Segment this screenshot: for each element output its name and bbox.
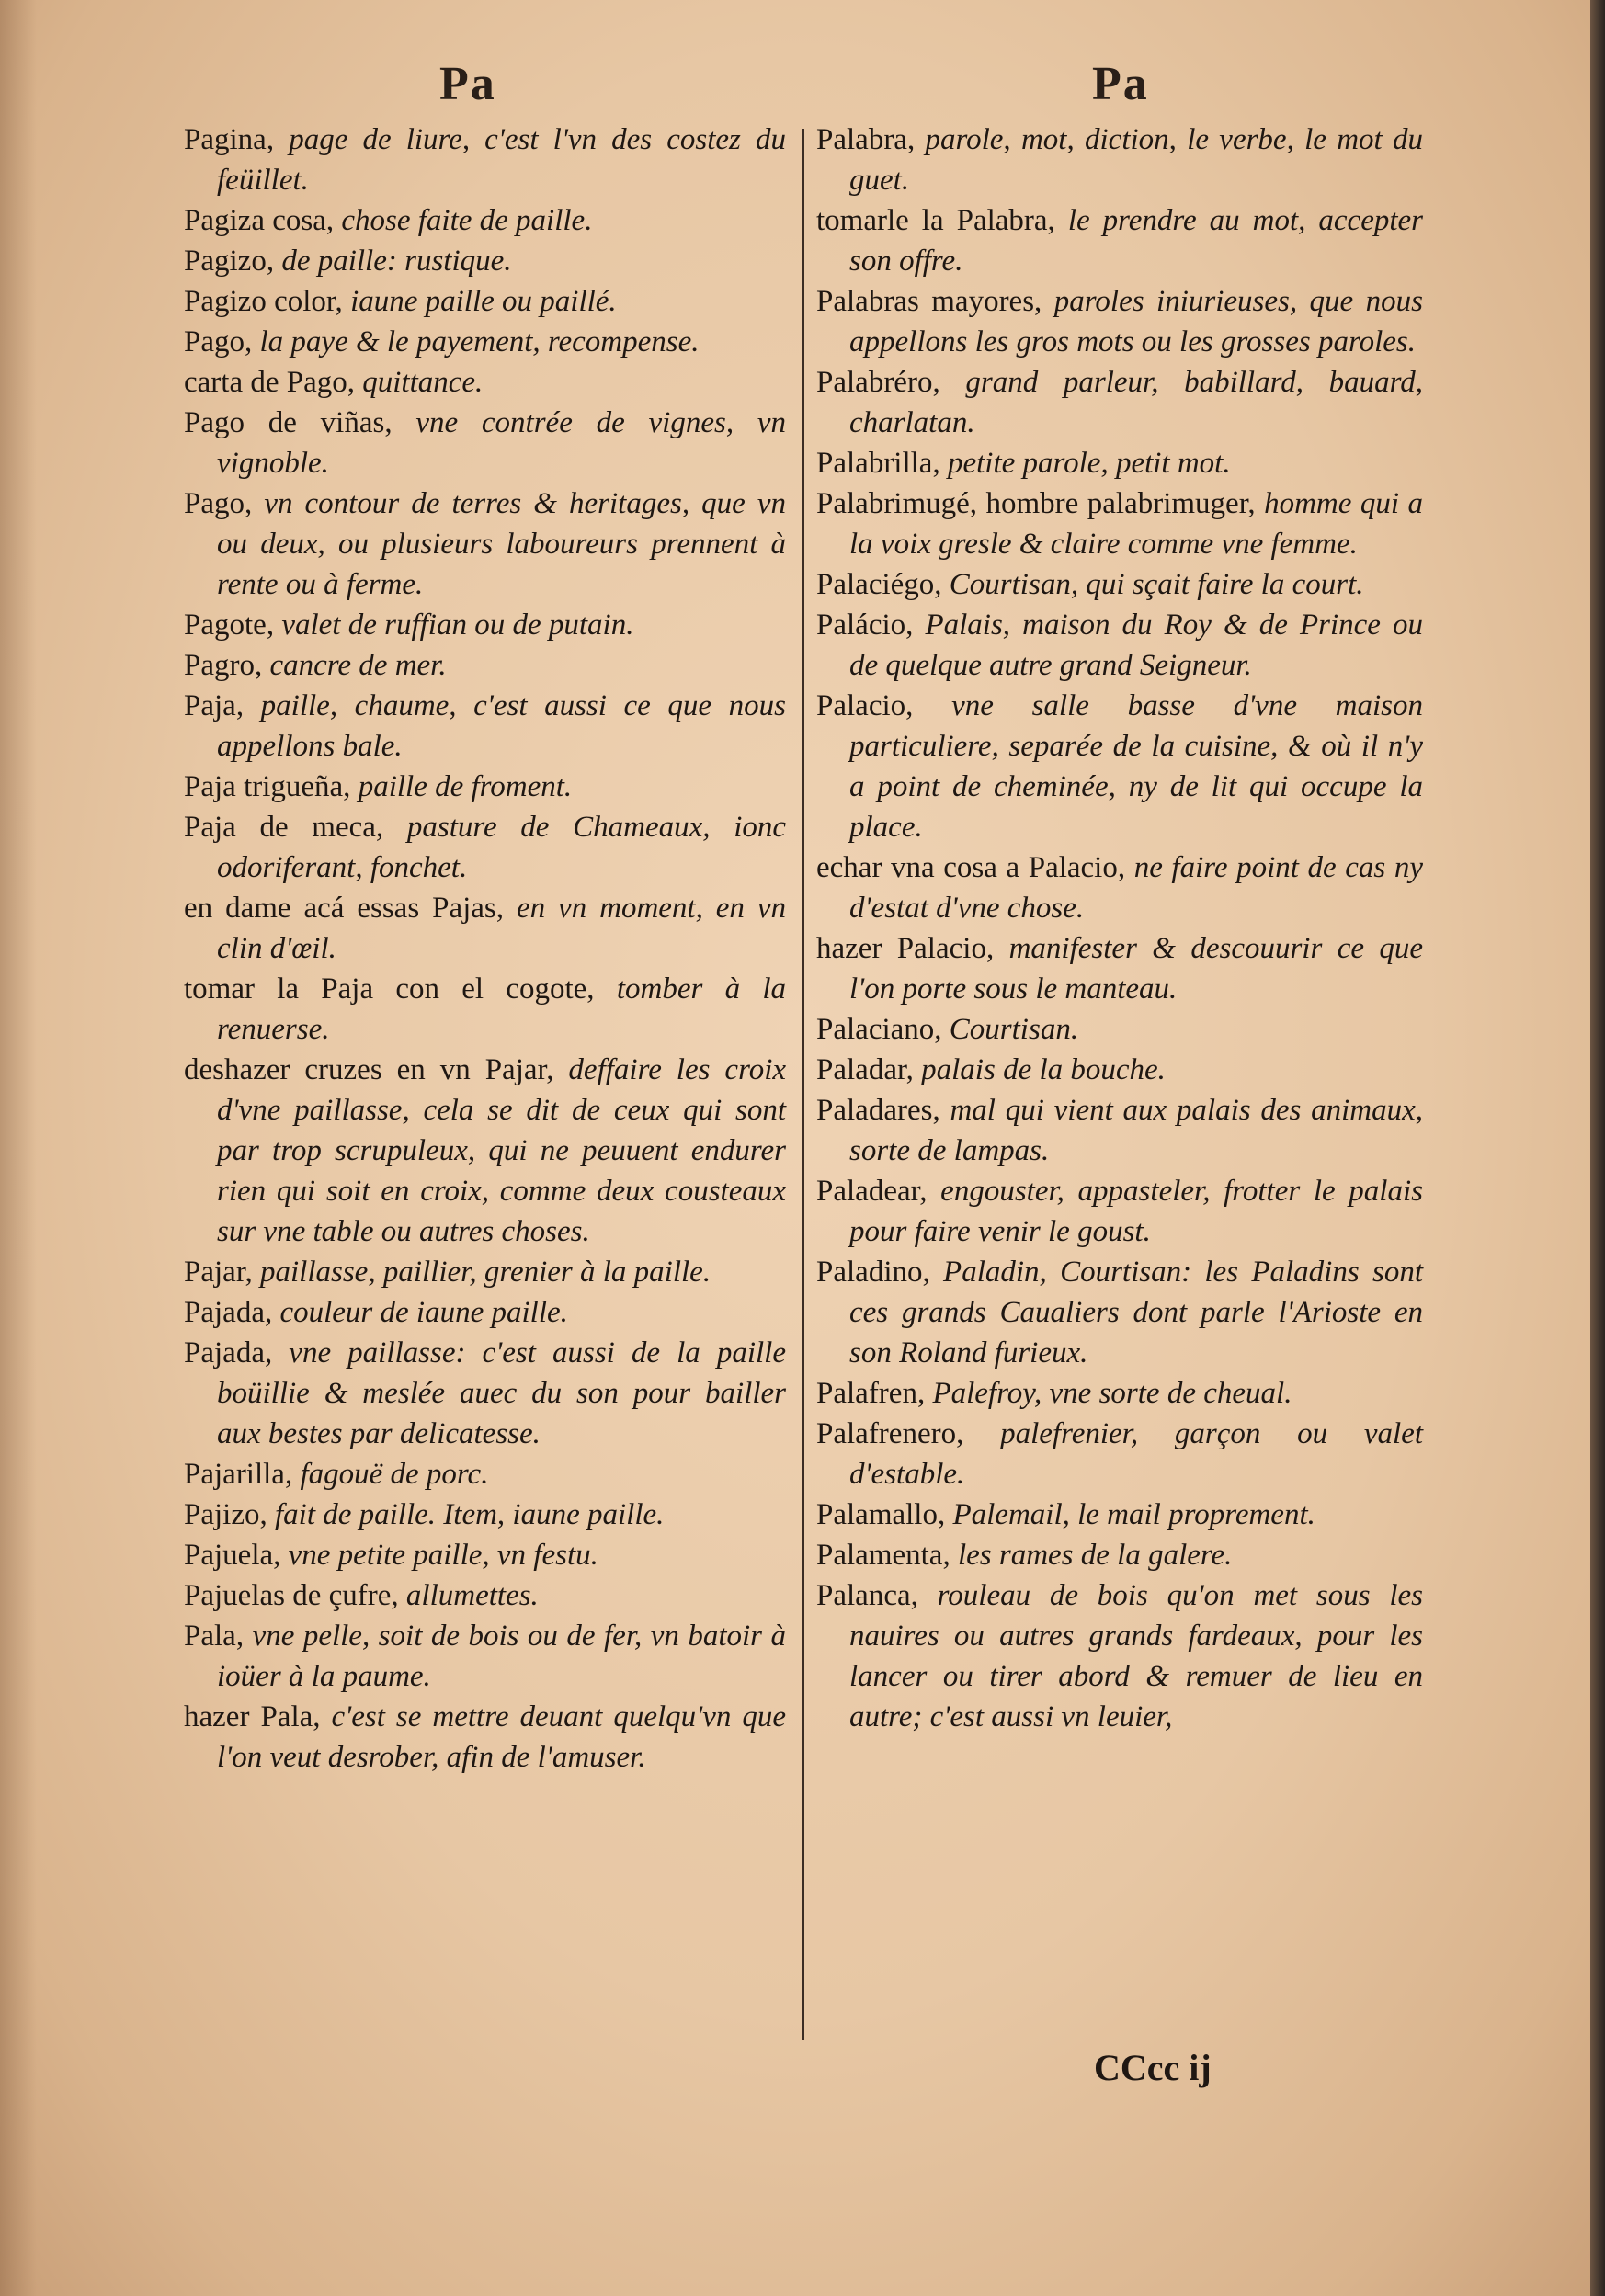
entry-definition: paille, chaume, c'est aussi ce que nous appellons bale.: [217, 689, 786, 763]
dictionary-entry: [184, 1050, 786, 1252]
entry-definition: deffaire les croix d'vne paillasse, cela se dit de ceux qui sont par trop scrupuleux, qui ne peuuent endurer rien qui soit en croix, comme deux cousteaux sur vne table ou autres choses.: [217, 1053, 787, 1248]
entry-headword: Pagizo color,: [184, 285, 343, 318]
dictionary-entry: [816, 119, 1423, 200]
entry-definition: de paille: rustique.: [281, 244, 512, 278]
dictionary-entry: [816, 483, 1423, 564]
dictionary-entry: [816, 362, 1423, 443]
dictionary-entry: [184, 888, 786, 969]
running-head-right: Pa: [1092, 58, 1149, 110]
dictionary-entry: [184, 483, 786, 605]
entry-headword: Pagro,: [184, 649, 263, 682]
entry-definition: Palemail, le mail proprement.: [952, 1498, 1315, 1531]
entry-headword: Pagiza cosa,: [184, 204, 335, 237]
entry-headword: Pago,: [184, 487, 253, 520]
dictionary-entry: [816, 1009, 1423, 1050]
left-column: [184, 119, 786, 1778]
dictionary-entry: [816, 1535, 1423, 1575]
entry-definition: ne faire point de cas ny d'estat d'vne chose.: [849, 851, 1423, 925]
dictionary-entry: [816, 1414, 1423, 1495]
entry-headword: Pajizo,: [184, 1498, 268, 1531]
entry-headword: Pagote,: [184, 608, 275, 642]
entry-headword: Pala,: [184, 1620, 245, 1653]
entry-headword: Pago de viñas,: [184, 406, 393, 439]
dictionary-entry: [184, 767, 786, 807]
entry-definition: rouleau de bois qu'on met sous les nauires ou autres grands fardeaux, pour les lancer ou tirer abord & remuer de lieu en autre; c'est aussi vn leuier,: [849, 1579, 1424, 1733]
entry-definition: page de liure, c'est l'vn des costez du feüillet.: [217, 123, 786, 197]
entry-definition: parole, mot, diction, le verbe, le mot du guet.: [849, 123, 1424, 197]
dictionary-entry: [816, 686, 1423, 847]
entry-definition: vne contrée de vignes, vn vignoble.: [217, 406, 786, 480]
dictionary-entry: [184, 200, 786, 241]
dictionary-entry: [184, 1292, 786, 1333]
entry-definition: Courtisan, qui sçait faire la court.: [949, 568, 1364, 601]
entry-headword: Paladear,: [816, 1175, 928, 1208]
entry-headword: Paja trigueña,: [184, 770, 351, 803]
dictionary-entry: [184, 403, 786, 483]
dictionary-entry: [184, 362, 786, 403]
entry-definition: les rames de la galere.: [957, 1539, 1233, 1572]
dictionary-entry: [184, 686, 786, 767]
entry-definition: vne pelle, soit de bois ou de fer, vn batoir à ioüer à la paume.: [217, 1620, 786, 1693]
entry-definition: vne petite paille, vn festu.: [288, 1539, 598, 1572]
dictionary-entry: [816, 605, 1423, 686]
entry-headword: Palaciégo,: [816, 568, 942, 601]
dictionary-entry: [816, 1373, 1423, 1414]
entry-headword: Palaciano,: [816, 1013, 942, 1046]
entry-headword: Paladar,: [816, 1053, 914, 1086]
entry-definition: en vn moment, en vn clin d'œil.: [217, 892, 786, 965]
dictionary-entry: [184, 645, 786, 686]
entry-headword: Palabrimugé, hombre palabrimuger,: [816, 487, 1256, 520]
right-column: [816, 119, 1423, 1737]
dictionary-entry: [184, 119, 786, 200]
dictionary-entry: [184, 1333, 786, 1454]
dictionary-entry: [184, 1616, 786, 1697]
entry-definition: fait de paille. Item, iaune paille.: [274, 1498, 665, 1531]
dictionary-entry: [816, 200, 1423, 281]
entry-definition: vne paillasse: c'est aussi de la paille boüillie & meslée auec du son pour bailler aux bestes par delicatesse.: [217, 1336, 787, 1450]
dictionary-entry: [184, 1535, 786, 1575]
entry-definition: grand parleur, babillard, bauard, charlatan.: [849, 366, 1423, 439]
entry-headword: Paladino,: [816, 1256, 930, 1289]
entry-headword: Palacio,: [816, 689, 914, 722]
entry-headword: tomarle la Palabra,: [816, 204, 1055, 237]
entry-headword: hazer Palacio,: [816, 932, 995, 965]
entry-headword: Pago,: [184, 325, 253, 358]
dictionary-entry: [816, 1090, 1423, 1171]
entry-definition: valet de ruffian ou de putain.: [281, 608, 634, 642]
entry-definition: paille de froment.: [358, 770, 573, 803]
entry-definition: Palais, maison du Roy & de Prince ou de quelque autre grand Seigneur.: [849, 608, 1423, 682]
entry-headword: Palácio,: [816, 608, 914, 642]
dictionary-entry: [184, 1252, 786, 1292]
entry-definition: fagouë de porc.: [300, 1458, 489, 1491]
entry-definition: palais de la bouche.: [921, 1053, 1166, 1086]
entry-headword: carta de Pago,: [184, 366, 355, 399]
entry-headword: Palamallo,: [816, 1498, 946, 1531]
page-gutter-shadow: [0, 0, 37, 2296]
entry-headword: Palafren,: [816, 1377, 926, 1410]
dictionary-entry: [184, 969, 786, 1050]
entry-definition: chose faite de paille.: [341, 204, 593, 237]
page-edge: [1590, 0, 1605, 2296]
entry-headword: Palabréro,: [816, 366, 940, 399]
entry-headword: Palamenta,: [816, 1539, 950, 1572]
entry-headword: deshazer cruzes en vn Pajar,: [184, 1053, 554, 1086]
dictionary-entry: [816, 1575, 1423, 1737]
entry-headword: Pajuelas de çufre,: [184, 1579, 399, 1612]
entry-headword: Pajuela,: [184, 1539, 281, 1572]
entry-definition: cancre de mer.: [269, 649, 447, 682]
dictionary-entry: [184, 322, 786, 362]
entry-definition: pasture de Chameaux, ionc odoriferant, fonchet.: [217, 811, 787, 884]
dictionary-entry: [184, 1454, 786, 1495]
entry-definition: mal qui vient aux palais des animaux, sorte de lampas.: [849, 1094, 1424, 1167]
entry-definition: couleur de iaune paille.: [279, 1296, 568, 1329]
dictionary-entry: [184, 1495, 786, 1535]
entry-headword: Paja,: [184, 689, 245, 722]
page-signature: CCcc ij: [1094, 2047, 1212, 2088]
dictionary-entry: [184, 1697, 786, 1778]
dictionary-entry: [184, 281, 786, 322]
entry-headword: en dame acá essas Pajas,: [184, 892, 505, 925]
entry-definition: petite parole, petit mot.: [947, 447, 1231, 480]
dictionary-entry: [816, 564, 1423, 605]
dictionary-entry: [184, 605, 786, 645]
entry-headword: Pajarilla,: [184, 1458, 293, 1491]
entry-headword: Palabra,: [816, 123, 916, 156]
entry-definition: paroles iniurieuses, que nous appellons les gros mots ou les grosses paroles.: [849, 285, 1424, 358]
entry-definition: homme qui a la voix gresle & claire comme vne femme.: [849, 487, 1423, 561]
entry-headword: echar vna cosa a Palacio,: [816, 851, 1126, 884]
entry-headword: Palafrenero,: [816, 1417, 964, 1450]
dictionary-entry: [184, 241, 786, 281]
dictionary-entry: [816, 1171, 1423, 1252]
dictionary-entry: [816, 281, 1423, 362]
entry-headword: hazer Pala,: [184, 1700, 321, 1733]
entry-definition: la paye & le payement, recompense.: [259, 325, 700, 358]
entry-definition: iaune paille ou paillé.: [350, 285, 617, 318]
entry-headword: Pagina,: [184, 123, 275, 156]
entry-headword: Palanca,: [816, 1579, 918, 1612]
entry-definition: tomber à la renuerse.: [217, 972, 786, 1046]
entry-headword: Palabras mayores,: [816, 285, 1042, 318]
entry-definition: palefrenier, garçon ou valet d'estable.: [849, 1417, 1423, 1491]
entry-headword: Pagizo,: [184, 244, 275, 278]
entry-definition: vne salle basse d'vne maison particuliere, separée de la cuisine, & où il n'y a point de cheminée, ny de lit qui occupe la place.: [849, 689, 1424, 844]
entry-definition: c'est se mettre deuant quelqu'vn que l'on veut desrober, afin de l'amuser.: [217, 1700, 787, 1774]
dictionary-entry: [816, 1252, 1423, 1373]
entry-definition: quittance.: [362, 366, 484, 399]
dictionary-entry: [816, 1495, 1423, 1535]
entry-headword: Palabrilla,: [816, 447, 940, 480]
entry-definition: manifester & descouurir ce que l'on porte sous le manteau.: [849, 932, 1424, 1006]
entry-definition: le prendre au mot, accepter son offre.: [849, 204, 1423, 278]
entry-definition: Courtisan.: [949, 1013, 1079, 1046]
entry-definition: Palefroy, vne sorte de cheual.: [932, 1377, 1292, 1410]
entry-headword: Paja de meca,: [184, 811, 384, 844]
dictionary-entry: [816, 928, 1423, 1009]
running-head-left: Pa: [439, 58, 496, 110]
entry-definition: engouster, appasteler, frotter le palais pour faire venir le goust.: [849, 1175, 1423, 1248]
entry-definition: allumettes.: [405, 1579, 539, 1612]
dictionary-entry: [184, 1575, 786, 1616]
entry-headword: tomar la Paja con el cogote,: [184, 972, 595, 1006]
dictionary-entry: [816, 443, 1423, 483]
entry-headword: Paladares,: [816, 1094, 940, 1127]
entry-headword: Pajada,: [184, 1296, 273, 1329]
entry-definition: paillasse, paillier, grenier à la paille.: [259, 1256, 711, 1289]
dictionary-entry: [184, 807, 786, 888]
entry-headword: Pajar,: [184, 1256, 253, 1289]
column-divider: [802, 129, 804, 2040]
dictionary-entry: [816, 1050, 1423, 1090]
entry-headword: Pajada,: [184, 1336, 273, 1370]
entry-definition: vn contour de terres & heritages, que vn ou deux, ou plusieurs laboureurs prennent à rente ou à ferme.: [217, 487, 786, 601]
dictionary-entry: [816, 847, 1423, 928]
entry-definition: Paladin, Courtisan: les Paladins sont ces grands Caualiers dont parle l'Arioste en son Roland furieux.: [849, 1256, 1423, 1370]
